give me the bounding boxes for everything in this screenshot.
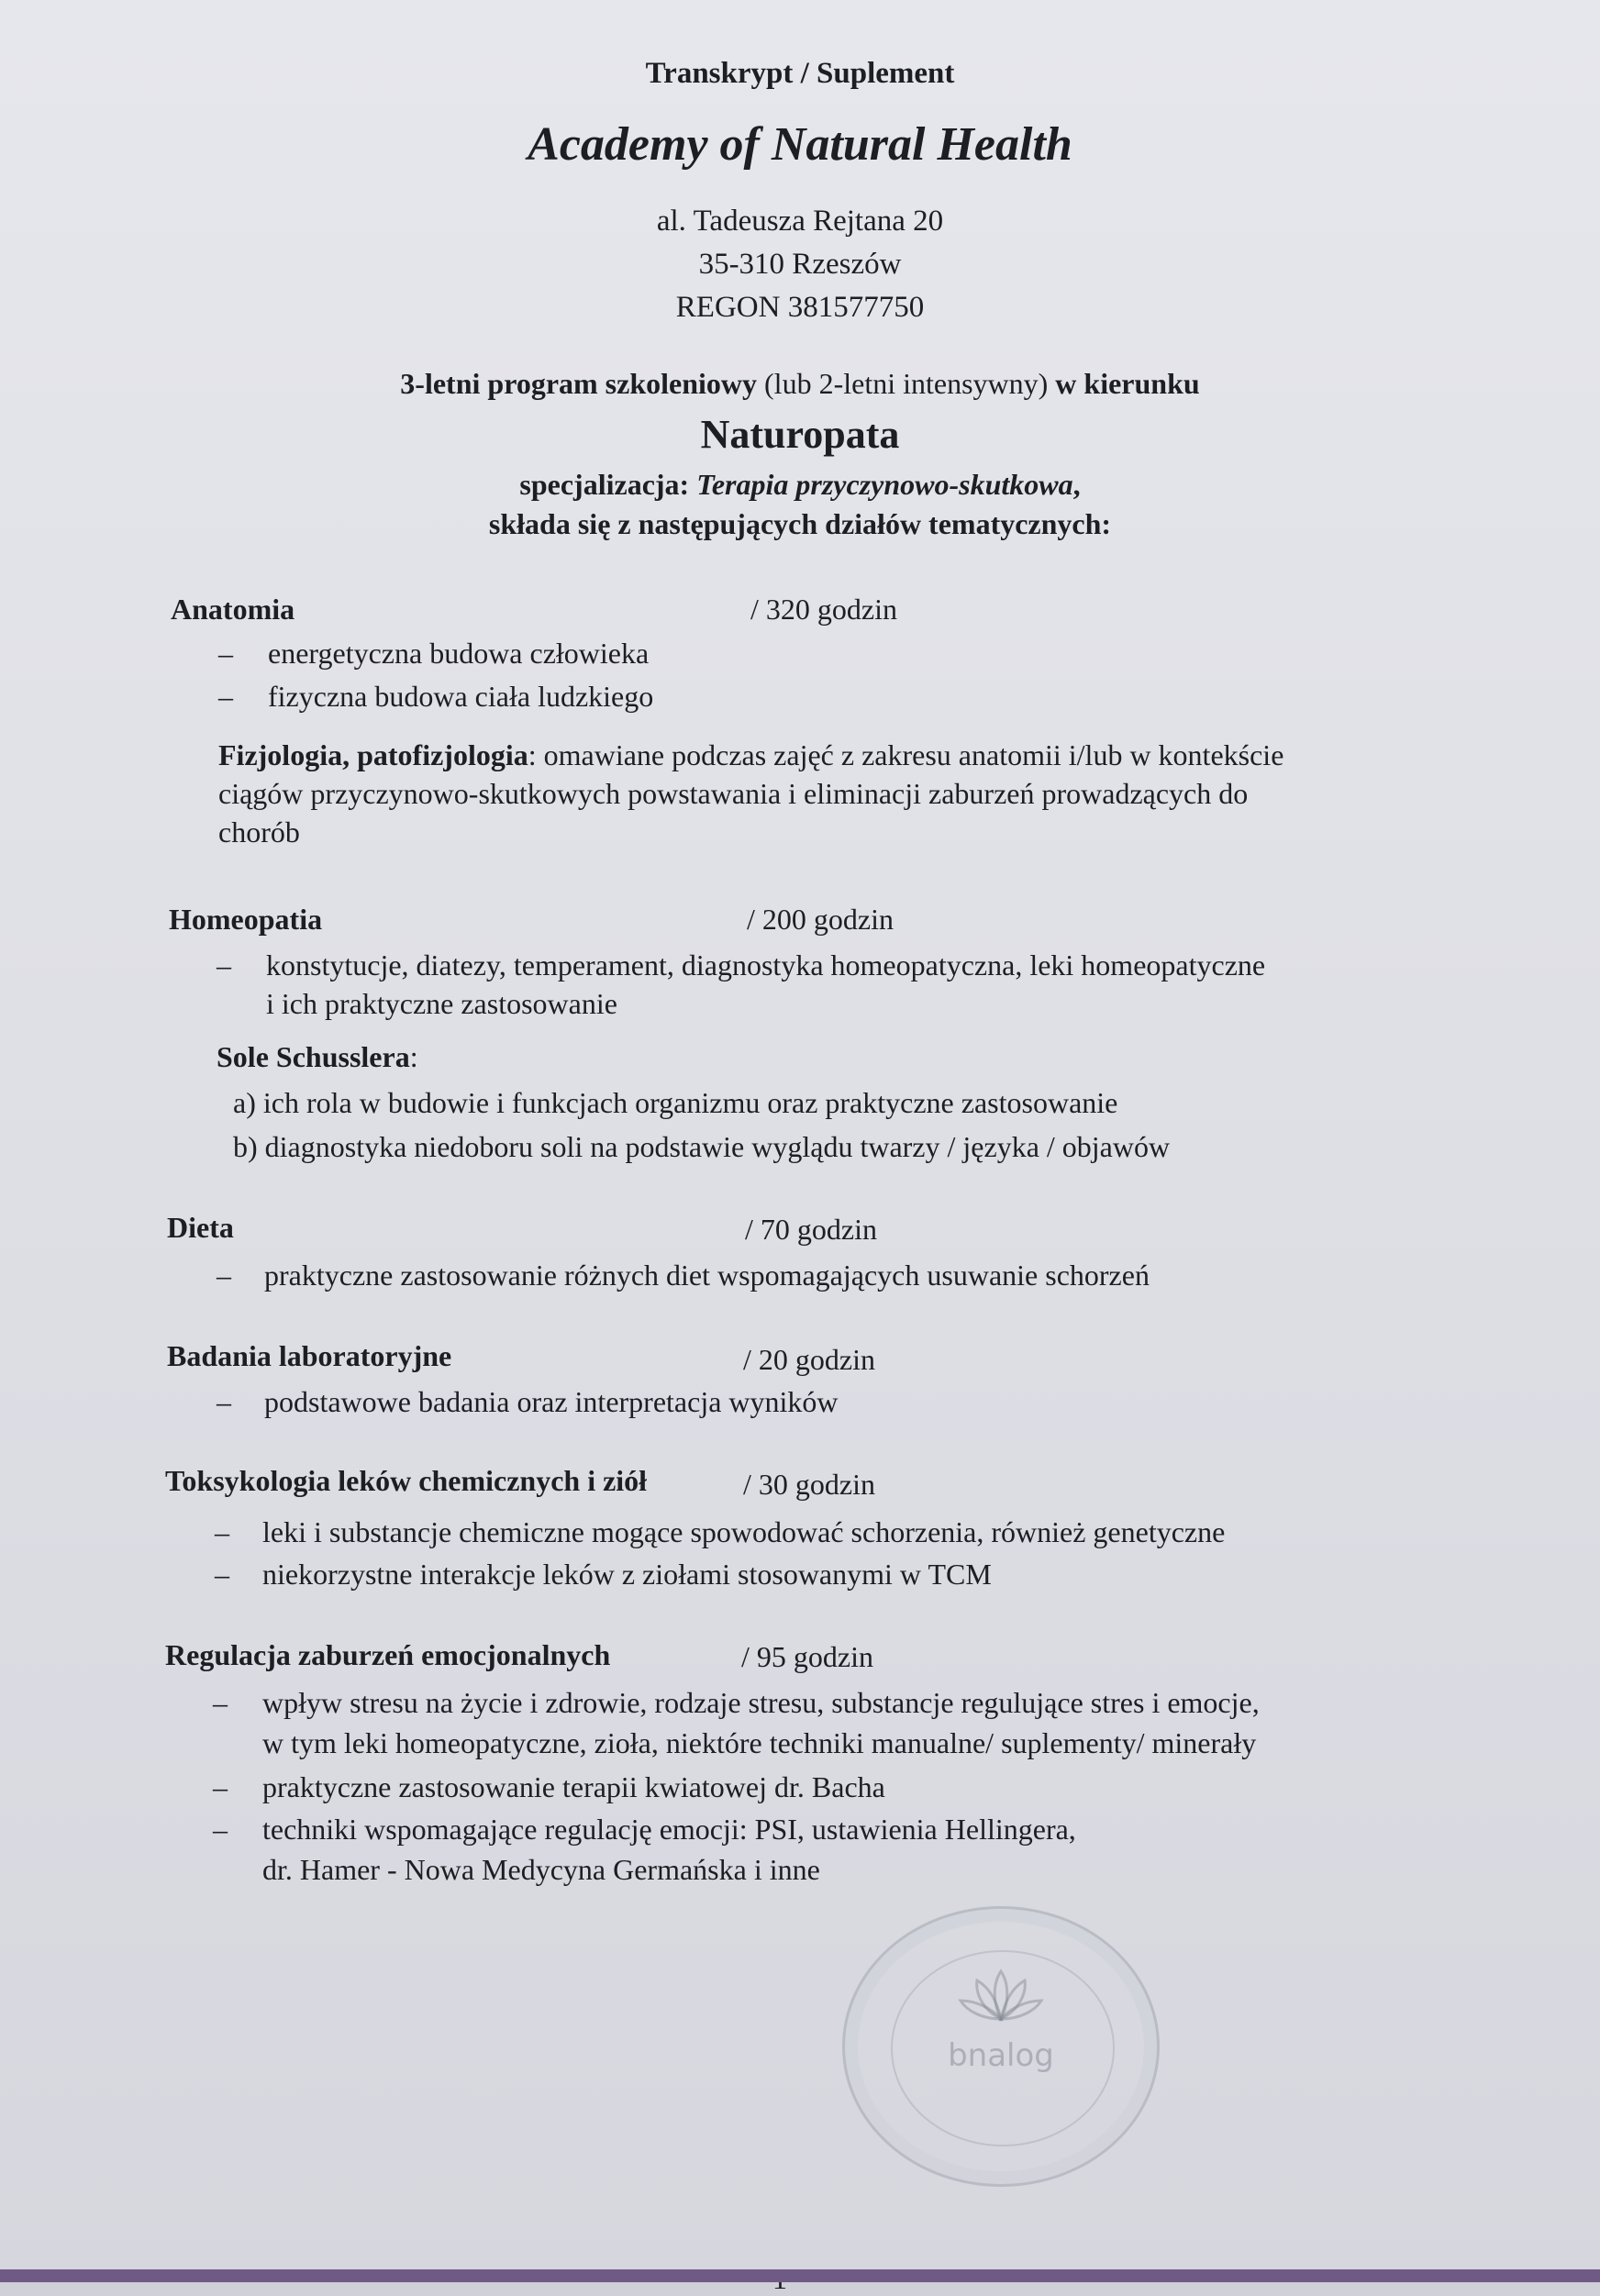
specialization: [0, 468, 1600, 502]
salts-heading: [217, 1040, 418, 1074]
list-item: fizyczna budowa ciała ludzkiego: [268, 680, 654, 713]
spec-comma: ,: [1072, 468, 1081, 501]
spec-label: specjalizacja:: [519, 468, 697, 501]
binding-edge: [0, 2269, 1600, 2282]
doc-title: Transkrypt / Suplement: [645, 57, 955, 90]
section-hours-dieta: / 70 godzin: [745, 1213, 877, 1246]
address-block: [0, 200, 1600, 329]
list-item: konstytucje, diatezy, temperament, diagnostyka homeopatyczna, leki homeopatyczne: [266, 948, 1266, 982]
seal-text: bnalog: [948, 2037, 1054, 2074]
physiology-text-2: ciągów przyczynowo-skutkowych powstawania i eliminacji zaburzeń prowadzących do: [218, 777, 1249, 810]
section-title-dieta: Dieta: [167, 1211, 234, 1244]
list-item: energetyczna budowa człowieka: [268, 637, 650, 670]
salts-item-a: a) ich rola w budowie i funkcjach organizmu oraz praktyczne zastosowanie: [233, 1086, 1118, 1119]
program-intro-bold: 3-letni program szkoleniowy: [400, 367, 758, 400]
section-title-homeopatia: Homeopatia: [169, 903, 323, 936]
section-hours-badania: / 20 godzin: [743, 1343, 875, 1376]
program-intro-bold2: w kierunku: [1055, 367, 1200, 400]
list-item: leki i substancje chemiczne mogące spowodować schorzenia, również genetyczne: [262, 1515, 1226, 1548]
address-city: 35-310 Rzeszów: [698, 248, 902, 281]
program-intro: [0, 367, 1600, 401]
embossed-seal: [842, 1906, 1160, 2187]
dash-bullet: –: [217, 1385, 231, 1418]
section-title-regulacja: Regulacja zaburzeń emocjonalnych: [165, 1638, 611, 1671]
list-item: praktyczne zastosowanie różnych diet wspomagających usuwanie schorzeń: [264, 1259, 1150, 1292]
list-item: niekorzystne interakcje leków z ziołami stosowanymi w TCM: [262, 1558, 992, 1591]
composition-line: składa się z następujących działów tematycznych:: [488, 507, 1112, 540]
profession-title: Naturopata: [700, 412, 900, 457]
lotus-icon: [955, 1964, 1047, 2028]
spec-value: Terapia przyczynowo-skutkowa: [696, 468, 1073, 501]
salts-title: Sole Schusslera: [217, 1040, 410, 1073]
physiology-text-3: chorób: [218, 815, 300, 849]
dash-bullet: –: [215, 1515, 229, 1548]
section-title-badania: Badania laboratoryjne: [167, 1339, 452, 1372]
dash-bullet: –: [218, 680, 233, 713]
section-hours-anatomia: / 320 godzin: [750, 593, 897, 626]
list-item: techniki wspomagające regulację emocji: PSI, ustawienia Hellingera,: [262, 1813, 1076, 1846]
list-item: praktyczne zastosowanie terapii kwiatowej dr. Bacha: [262, 1770, 885, 1803]
section-hours-homeopatia: / 200 godzin: [747, 903, 894, 936]
dash-bullet: –: [218, 637, 233, 670]
physiology-colon: :: [528, 738, 537, 771]
list-item: podstawowe badania oraz interpretacja wyników: [264, 1385, 839, 1418]
section-hours-toksykologia: / 30 godzin: [743, 1468, 875, 1501]
physiology-paragraph: [218, 736, 1521, 851]
list-item-continuation: w tym leki homeopatyczne, zioła, niektóre techniki manualne/ suplementy/ minerały: [262, 1726, 1257, 1759]
salts-colon: :: [409, 1040, 418, 1073]
physiology-text-1: omawiane podczas zajęć z zakresu anatomii i/lub w kontekście: [536, 738, 1284, 771]
section-title-toksykologia: Toksykologia leków chemicznych i ziół: [165, 1464, 648, 1497]
section-title-anatomia: Anatomia: [171, 593, 295, 626]
list-item-continuation: dr. Hamer - Nowa Medycyna Germańska i inne: [262, 1853, 820, 1886]
list-item-continuation: i ich praktyczne zastosowanie: [266, 987, 617, 1020]
program-intro-normal: (lub 2-letni intensywny): [757, 367, 1056, 400]
dash-bullet: –: [213, 1686, 228, 1719]
list-item: wpływ stresu na życie i zdrowie, rodzaje stresu, substancje regulujące stres i emocje,: [262, 1686, 1260, 1719]
physiology-title: Fizjologia, patofizjologia: [218, 738, 528, 771]
dash-bullet: –: [213, 1813, 228, 1846]
dash-bullet: –: [217, 948, 231, 982]
salts-item-b: b) diagnostyka niedoboru soli na podstawie wyglądu twarzy / języka / objawów: [233, 1130, 1171, 1163]
regon: REGON 381577750: [675, 291, 925, 324]
academy-name: Academy of Natural Health: [528, 118, 1072, 171]
section-hours-regulacja: / 95 godzin: [741, 1640, 873, 1673]
dash-bullet: –: [217, 1259, 231, 1292]
dash-bullet: –: [213, 1770, 228, 1803]
address-street: al. Tadeusza Rejtana 20: [656, 205, 944, 238]
dash-bullet: –: [215, 1558, 229, 1591]
